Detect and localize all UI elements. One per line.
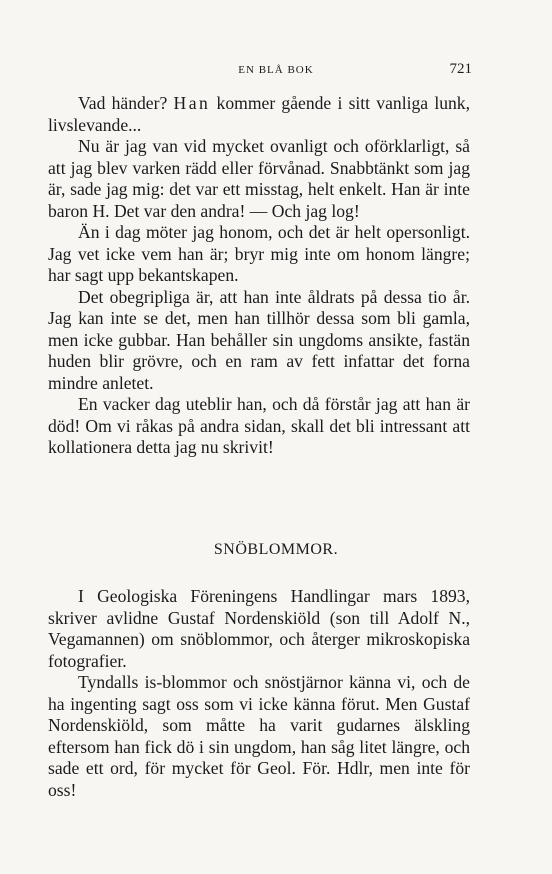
paragraph: En vacker dag uteblir han, och då förstår jag att han är död! Om vi råkas på andra sidan, skall det bli intressant att kollationera detta jag nu skrivit!	[48, 394, 470, 457]
paragraph	[48, 93, 470, 136]
paragraph-text: Vad händer?	[78, 93, 174, 113]
page-header	[80, 61, 472, 81]
paragraph: Än i dag möter jag honom, och det är helt opersonligt. Jag vet icke vem han är; bryr mig inte om honom längre; har sagt upp bekantskapen.	[48, 222, 470, 285]
section-title: SNÖBLOMMOR.	[213, 541, 339, 558]
section-1-text	[48, 93, 470, 459]
paragraph: I Geologiska Föreningens Handlingar mars 1893, skriver avlidne Gustaf Nordenskiöld (son till Adolf N., Vegamannen) om snöblommor, och återger mikroskopiska fotografier.	[48, 586, 470, 671]
paragraph: Det obegripliga är, att han inte åldrats på dessa tio år. Jag kan inte se det, men han tillhör dessa som bli gamla, men icke gubbar. Han behåller sin ungdoms ansikte, fastän huden blir grövre, och en ram av fett infattar det forna mindre anletet.	[48, 286, 470, 393]
paragraph: Tyndalls is-blommor och snöstjärnor känna vi, och de ha ingenting sagt oss som vi icke känna förut. Men Gustaf Nordenskiöld, som måtte ha varit gudarnes älskling eftersom han fick dö i sin ungdom, han såg litet längre, och sade ett ord, för mycket för Geol. För. Hdlr, men inte för oss!	[48, 672, 470, 800]
emphasized-word: Han	[173, 93, 211, 113]
paragraph-text: kommer gående i sitt vanliga lunk, livslevande...	[48, 93, 470, 135]
running-title: EN BLÅ BOK	[238, 64, 314, 76]
paragraph: Nu är jag van vid mycket ovanligt och oförklarligt, så att jag blev varken rädd eller förvånad. Snabbtänkt som jag är, sade jag mig: det var ett misstag, helt enkelt. Han är inte baron H. Det var den andra! — Och jag log!	[48, 136, 470, 221]
page-number: 721	[449, 61, 472, 77]
section-2-text	[48, 586, 470, 801]
